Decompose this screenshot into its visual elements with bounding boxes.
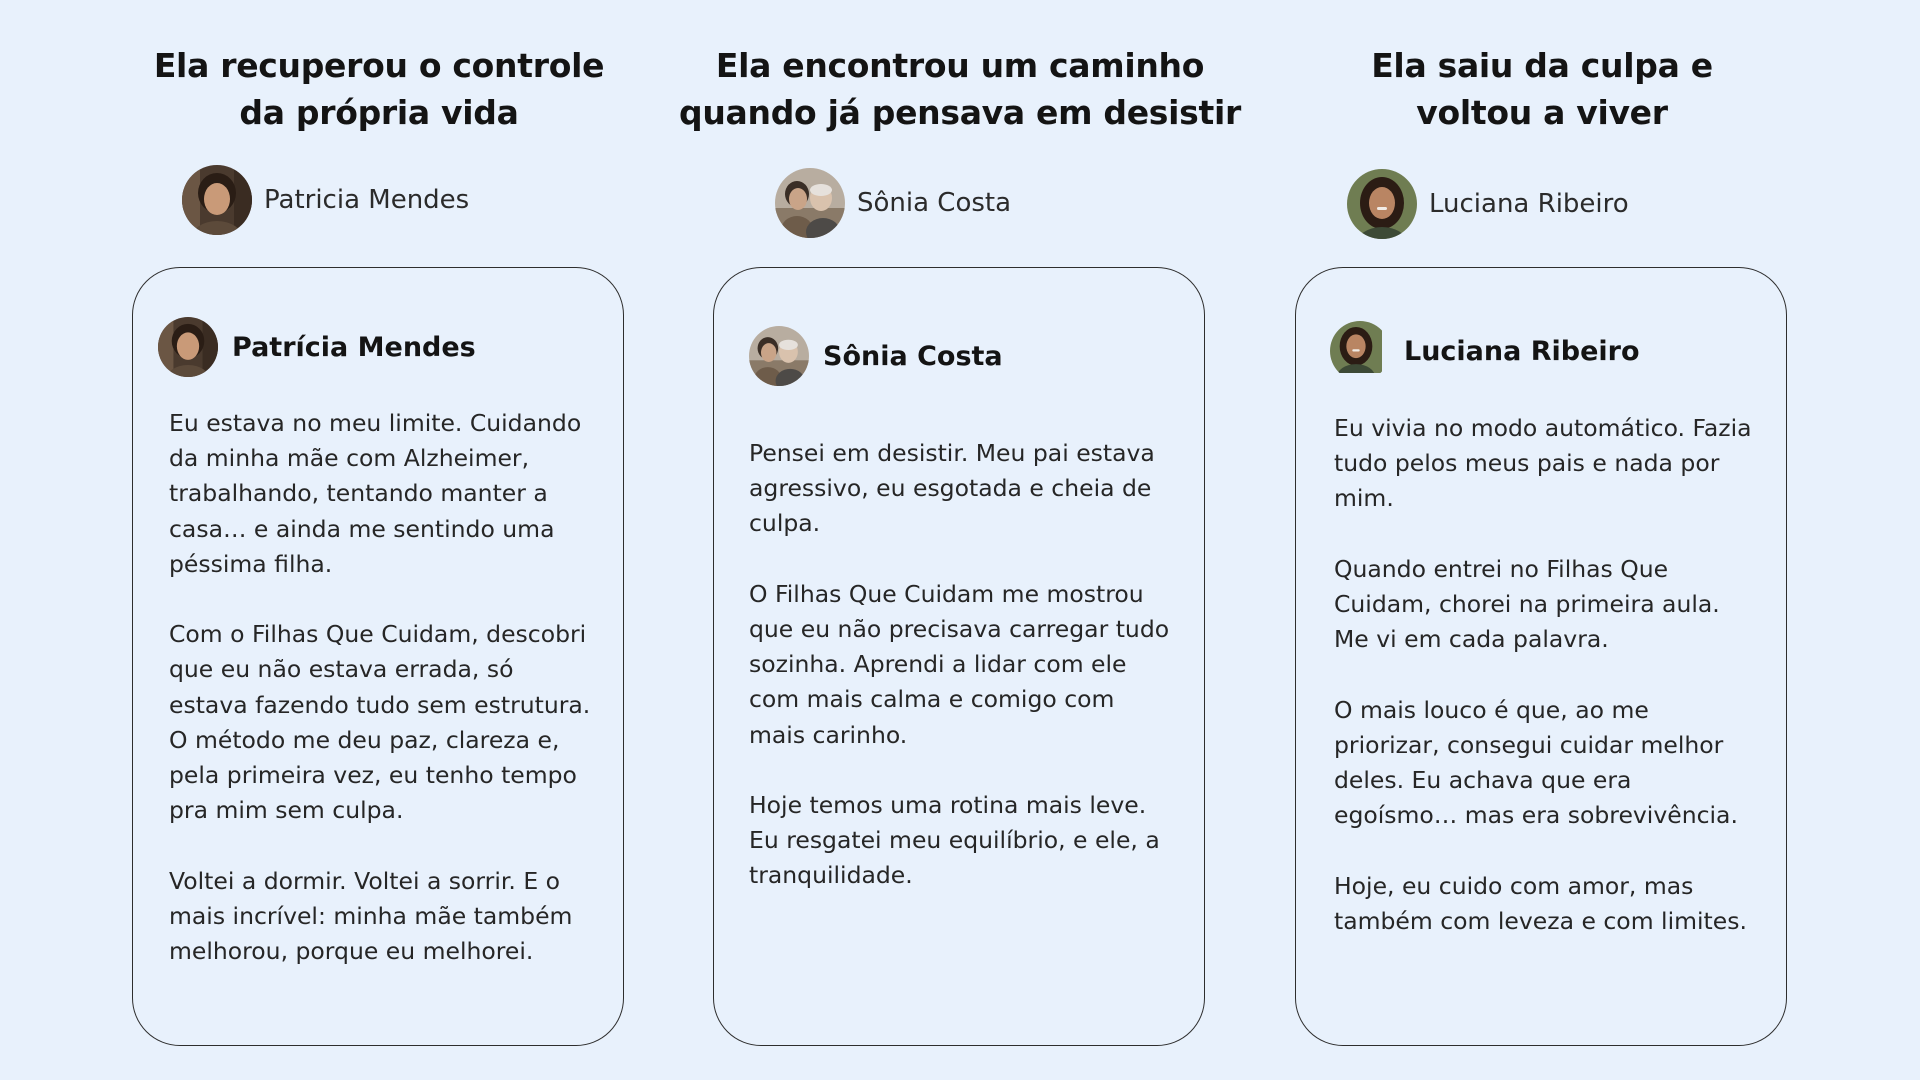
- author-name: Luciana Ribeiro: [1429, 189, 1629, 219]
- young-woman-portrait-icon: [1330, 321, 1390, 381]
- author-row: [182, 165, 469, 235]
- testimonial-headline: [1235, 42, 1849, 136]
- author-name: Sônia Costa: [857, 188, 1012, 218]
- testimonial-paragraph: Hoje temos uma rotina mais leve. Eu resgatei meu equilíbrio, e ele, a tranquilidade.: [749, 791, 1160, 890]
- headline-line: da própria vida: [239, 93, 519, 132]
- testimonial-card: [1295, 267, 1787, 1046]
- headline-line: Ela saiu da culpa e: [1371, 46, 1713, 85]
- headline-line: Ela recuperou o controle: [153, 46, 605, 85]
- card-header: [158, 317, 476, 377]
- card-author-name: Sônia Costa: [823, 340, 1003, 372]
- daughter-and-father-portrait-icon: [775, 168, 845, 238]
- testimonial-paragraph: O Filhas Que Cuidam me mostrou que eu não precisava carregar tudo sozinha. Aprendi a lidar com ele com mais calma e comigo com mais carinho.: [749, 579, 1170, 749]
- testimonial-paragraph: Com o Filhas Que Cuidam, descobri que eu não estava errada, só estava fazendo tudo sem estrutura. O método me deu paz, clareza e, pela primeira vez, eu tenho tempo pra mim sem culpa.: [169, 620, 591, 825]
- testimonial-headline: [653, 42, 1267, 136]
- headline-line: quando já pensava em desistir: [679, 93, 1241, 132]
- daughter-and-father-portrait-icon: [749, 326, 809, 386]
- testimonial-headline: [72, 42, 686, 136]
- testimonial-paragraph: Hoje, eu cuido com amor, mas também com leveza e com limites.: [1334, 871, 1747, 935]
- testimonial-text: [749, 436, 1172, 894]
- testimonial-paragraph: Eu vivia no modo automático. Fazia tudo pelos meus pais e nada por mim.: [1334, 414, 1752, 513]
- author-row: [775, 168, 1011, 238]
- testimonial-column-sonia: [679, 0, 1241, 1080]
- testimonial-text: [1334, 411, 1754, 939]
- card-header: [749, 326, 1003, 386]
- testimonial-paragraph: Quando entrei no Filhas Que Cuidam, chorei na primeira aula. Me vi em cada palavra.: [1334, 554, 1720, 654]
- author-name: Patricia Mendes: [264, 185, 470, 215]
- testimonial-column-luciana: [1295, 0, 1789, 1080]
- young-woman-portrait-icon: [1347, 169, 1417, 239]
- headline-line: Ela encontrou um caminho: [715, 46, 1205, 85]
- testimonial-column-patricia: [132, 0, 626, 1080]
- testimonial-paragraph: Voltei a dormir. Voltei a sorrir. E o mais incrível: minha mãe também melhorou, porque eu melhorei.: [169, 866, 573, 966]
- woman-portrait-icon: [182, 165, 252, 235]
- testimonial-card: [713, 267, 1205, 1046]
- card-author-name: Luciana Ribeiro: [1404, 335, 1640, 367]
- testimonial-paragraph: O mais louco é que, ao me priorizar, consegui cuidar melhor deles. Eu achava que era egoísmo… mas era sobrevivência.: [1334, 695, 1738, 830]
- card-header: [1330, 321, 1640, 381]
- testimonial-card: [132, 267, 624, 1046]
- card-author-name: Patrícia Mendes: [232, 331, 476, 363]
- testimonial-paragraph: Pensei em desistir. Meu pai estava agressivo, eu esgotada e cheia de culpa.: [749, 439, 1155, 538]
- testimonial-text: [169, 406, 591, 969]
- woman-portrait-icon: [158, 317, 218, 377]
- headline-line: voltou a viver: [1416, 93, 1668, 132]
- author-row: [1347, 169, 1629, 239]
- testimonial-paragraph: Eu estava no meu limite. Cuidando da minha mãe com Alzheimer, trabalhando, tentando manter a casa… e ainda me sentindo uma péssima filha.: [169, 409, 582, 578]
